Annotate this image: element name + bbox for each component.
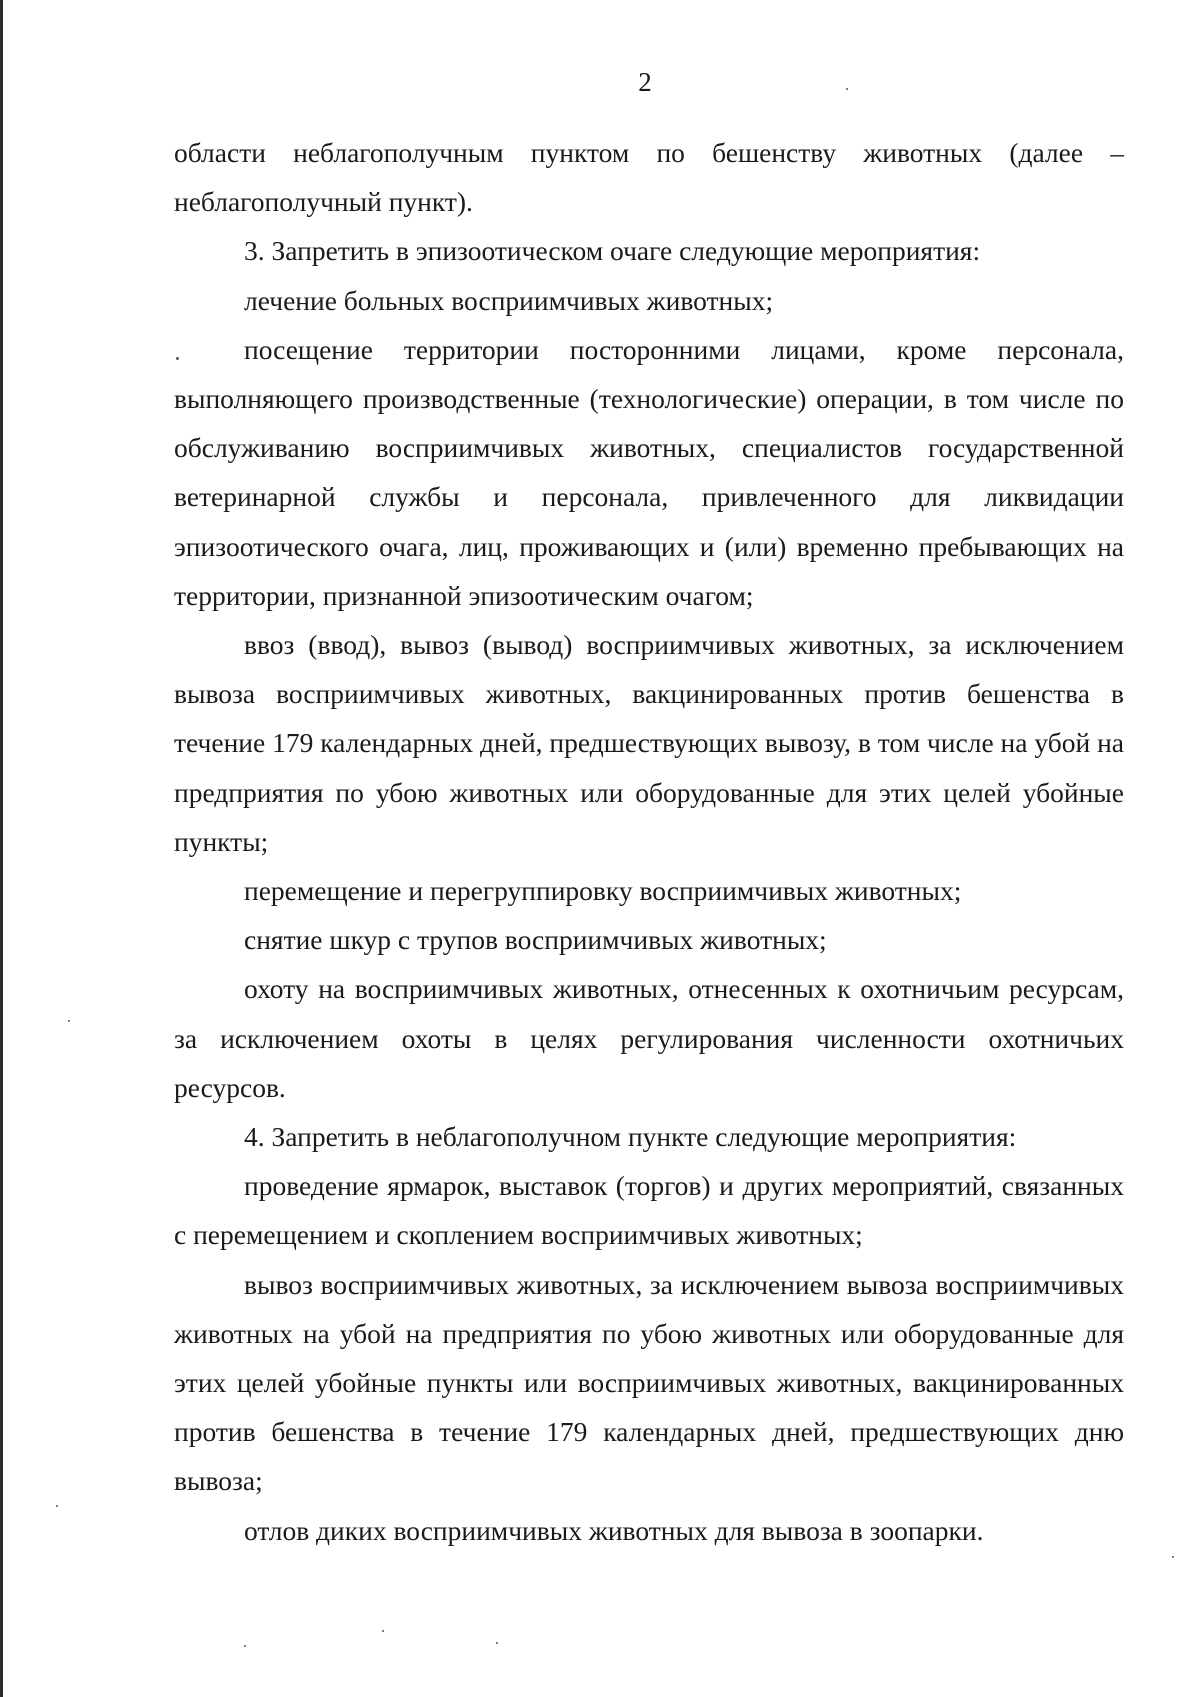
scan-speck bbox=[496, 1642, 498, 1644]
page-edge bbox=[0, 0, 3, 1697]
paragraph: охоту на восприимчивых животных, отнесенных к охотничьим ресурсам, за исключением охоты в целях регулирования численности охотничьих ресурсов. bbox=[174, 973, 1124, 1103]
scan-speck bbox=[244, 1645, 246, 1647]
scan-speck bbox=[56, 1505, 58, 1507]
paragraph-item-4: 4. Запретить в неблагополучном пункте следующие мероприятия: bbox=[244, 1121, 1017, 1153]
paragraph: отлов диких восприимчивых животных для вывоза в зоопарки. bbox=[244, 1514, 984, 1546]
paragraph: перемещение и перегруппировку восприимчивых животных; bbox=[244, 875, 962, 907]
paragraph: лечение больных восприимчивых животных; bbox=[244, 284, 774, 316]
paragraph: проведение ярмарок, выставок (торгов) и других мероприятий, связанных с перемещением и скоплением восприимчивых животных; bbox=[174, 1170, 1124, 1251]
paragraph-continuation: области неблагополучным пунктом по бешенству животных (далее – неблагополучный пункт). bbox=[174, 137, 1124, 218]
scan-speck bbox=[846, 88, 848, 90]
paragraph: снятие шкур с трупов восприимчивых животных; bbox=[244, 924, 827, 956]
page-number: 2 bbox=[638, 67, 652, 97]
paragraph: ввоз (ввод), вывоз (вывод) восприимчивых животных, за исключением вывоза восприимчивых животных, вакцинированных против бешенства в течение 179 календарных дней, предшествующих вывозу, в том числе на убой на предприятия по убою животных или оборудованные для этих целей убойные пункты; bbox=[174, 629, 1124, 857]
paragraph-item-3: 3. Запретить в эпизоотическом очаге следующие мероприятия: bbox=[244, 235, 981, 267]
document-body bbox=[174, 128, 1124, 1555]
paragraph: вывоз восприимчивых животных, за исключением вывоза восприимчивых животных на убой на предприятия по убою животных или оборудованные для этих целей убойные пункты или восприимчивых животных, вакцинированных против бешенства в течение 179 календарных дней, предшествующих дню вывоза; bbox=[174, 1268, 1124, 1497]
scan-speck bbox=[1172, 1556, 1174, 1558]
scan-speck bbox=[382, 1630, 384, 1632]
scan-speck bbox=[176, 357, 179, 360]
scan-speck bbox=[68, 1020, 70, 1022]
paragraph: посещение территории посторонними лицами, кроме персонала, выполняющего производственные (технологические) операции, в том числе по обслуживанию восприимчивых животных, специалистов государственной ветеринарной службы и персонала, привлеченного для ликвидации эпизоотического очага, лиц, проживающих и (или) временно пребывающих на территории, признанной эпизоотическим очагом; bbox=[174, 333, 1124, 611]
